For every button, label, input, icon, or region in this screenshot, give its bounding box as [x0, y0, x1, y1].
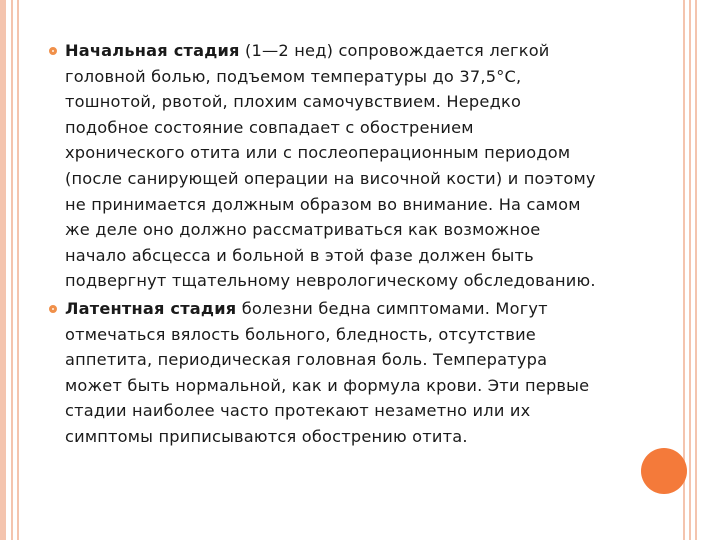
bullet-text-line: (1—2 нед) сопровождается легкой: [239, 41, 550, 60]
bullet-text-line: подвергнут тщательному неврологическому обследованию.: [65, 271, 596, 291]
bullet-text-line: (после санирующей операции на височной кости) и поэтому: [65, 168, 596, 188]
right-border-stripe: [689, 0, 691, 540]
left-border-stripe: [11, 0, 13, 540]
bullet-text-line: не принимается должным образом во внимание. На самом: [65, 194, 581, 214]
bullet-title: Начальная стадия: [65, 41, 240, 60]
bullet-text-line: болезни бедна симптомами. Могут: [236, 298, 548, 318]
bullet-text-line: симптомы приписываются обострению отита.: [65, 426, 468, 446]
bullet-title: Латентная стадия: [65, 298, 237, 318]
bullet-item-initial-stage: [47, 38, 667, 294]
ring-bullet-icon: [49, 47, 57, 55]
bullet-text-line: стадии наиболее часто протекают незаметно или их: [65, 401, 531, 421]
slide-content: [47, 38, 667, 452]
bullet-text-line: тошнотой, рвотой, плохим самочувствием. Нередко: [65, 92, 522, 112]
bullet-text-line: может быть нормальной, как и формула крови. Эти первые: [65, 375, 590, 395]
bullet-item-latent-stage: [47, 296, 667, 450]
bullet-text-line: подобное состояние совпадает с обострением: [65, 117, 474, 137]
right-border-stripe: [695, 0, 697, 540]
bullet-text-line: аппетита, периодическая головная боль. Температура: [65, 350, 548, 370]
ring-bullet-icon: [49, 305, 57, 313]
bullet-text-line: же деле оно должно рассматриваться как возможное: [65, 220, 541, 240]
orange-circle-decoration: [641, 448, 687, 494]
left-border-stripe: [17, 0, 19, 540]
bullet-text-line: начало абсцесса и больной в этой фазе должен быть: [65, 245, 534, 265]
bullet-text-line: хронического отита или с послеоперационным периодом: [65, 143, 571, 163]
bullet-text-line: отмечаться вялость больного, бледность, отсутствие: [65, 324, 536, 344]
left-border-stripe: [0, 0, 6, 540]
bullet-text-line: головной болью, подъемом температуры до 37,5°С,: [65, 66, 522, 86]
